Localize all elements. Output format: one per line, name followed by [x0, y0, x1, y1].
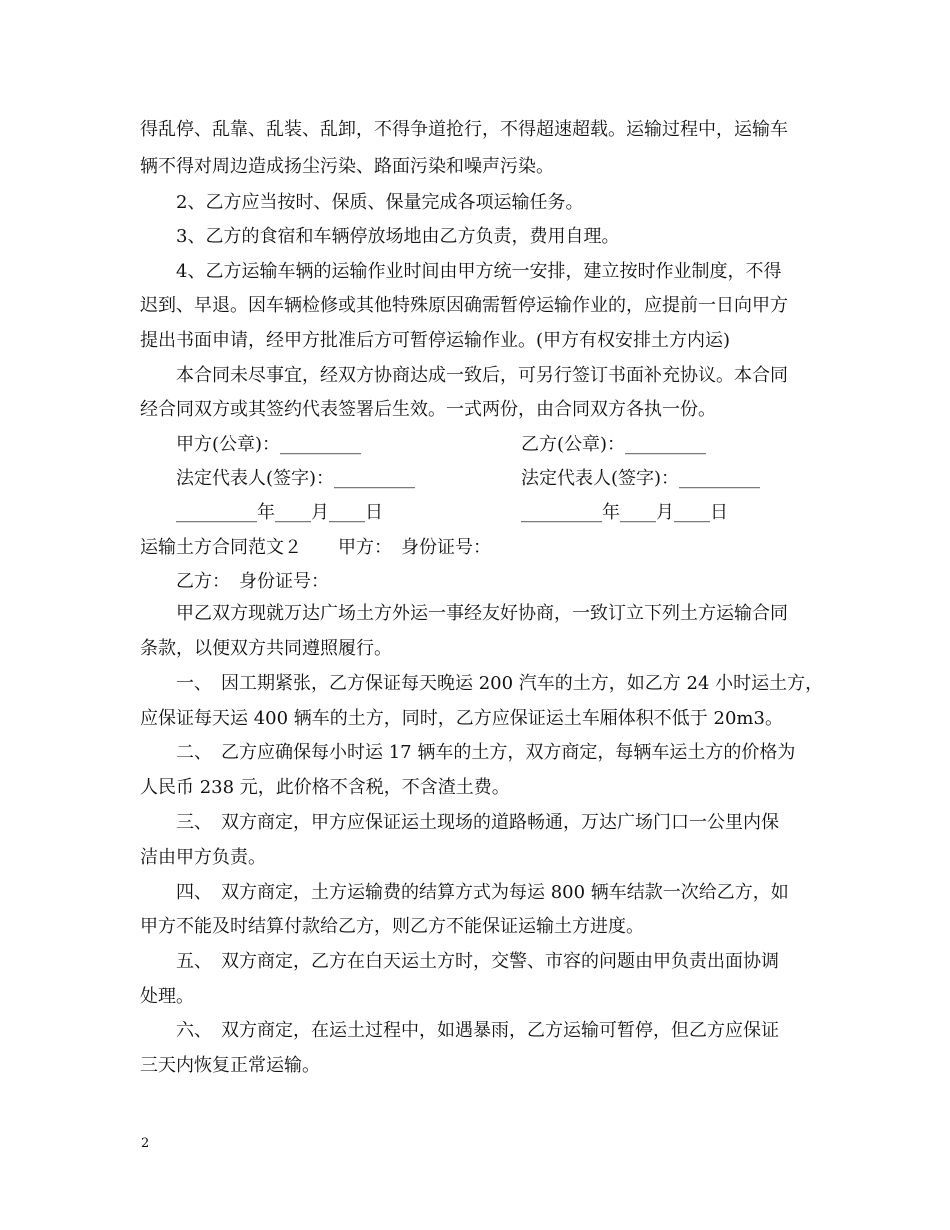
clause-line: 五、 双方商定，乙方在白天运土方时，交警、市容的问题由甲负责出面协调 — [176, 951, 779, 972]
paragraph-line: 甲乙双方现就万达广场土方外运一事经友好协商，一致订立下列土方运输合同 — [176, 603, 788, 624]
clause-line: 一、 因工期紧张，乙方保证每天晚运 200 汽车的土方，如乙方 24 小时运土方， — [176, 673, 824, 694]
paragraph-line: 3、乙方的食宿和车辆停放场地由乙方负责，费用自理。 — [176, 226, 620, 247]
paragraph-line: 4、乙方运输车辆的运输作业时间由甲方统一安排，建立按时作业制度，不得 — [176, 261, 782, 282]
clause-line: 三天内恢复正常运输。 — [140, 1055, 320, 1076]
party-a-seal: 甲方(公章)：_________ — [176, 434, 362, 455]
clause-line: 人民币 238 元，此价格不含税，不含渣土费。 — [140, 777, 510, 798]
clause-line: 四、 双方商定，土方运输费的结算方式为每运 800 辆车结款一次给乙方，如 — [176, 882, 789, 903]
page-number: 2 — [141, 1136, 150, 1151]
party-b-seal: 乙方(公章)：_________ — [521, 434, 707, 455]
paragraph-line: 辆不得对周边造成扬尘污染、路面污染和噪声污染。 — [140, 156, 554, 177]
clause-line: 六、 双方商定，在运土过程中，如遇暴雨，乙方运输可暂停，但乙方应保证 — [176, 1020, 779, 1041]
clause-line: 应保证每天运 400 辆车的土方，同时，乙方应保证运土车厢体积不低于 20m3。 — [140, 708, 783, 729]
clause-line: 洁由甲方负责。 — [140, 847, 266, 868]
party-b-representative: 法定代表人(签字)：_________ — [521, 468, 761, 489]
clause-line: 二、 乙方应确保每小时运 17 辆车的土方，双方商定，每辆车运土方的价格为 — [176, 742, 796, 763]
paragraph-line: 乙方： 身份证号： — [176, 571, 329, 592]
clause-line: 处理。 — [140, 986, 194, 1007]
paragraph-line: 2、乙方应当按时、保质、保量完成各项运输任务。 — [176, 192, 584, 213]
paragraph-line: 本合同未尽事宜，经双方协商达成一致后，可另行签订书面补充协议。本合同 — [176, 365, 788, 386]
clause-line: 三、 双方商定，甲方应保证运土现场的道路畅通，万达广场门口一公里内保 — [176, 812, 779, 833]
paragraph-line: 得乱停、乱靠、乱装、乱卸，不得争道抢行，不得超速超载。运输过程中，运输车 — [140, 119, 788, 140]
clause-line: 甲方不能及时结算付款给乙方，则乙方不能保证运输土方进度。 — [140, 916, 644, 937]
party-b-date: _________年____月____日 — [521, 502, 728, 523]
paragraph-line: 条款，以便双方共同遵照履行。 — [140, 638, 392, 659]
party-a-date: _________年____月____日 — [176, 502, 383, 523]
paragraph-line: 迟到、早退。因车辆检修或其他特殊原因确需暂停运输作业的，应提前一日向甲方 — [140, 295, 788, 316]
party-a-representative: 法定代表人(签字)：_________ — [176, 468, 416, 489]
paragraph-line: 经合同双方或其签约代表签署后生效。一式两份，由合同双方各执一份。 — [140, 399, 716, 420]
section-heading: 运输土方合同范文２ 甲方： 身份证号： — [140, 537, 491, 558]
paragraph-line: 提出书面申请，经甲方批准后方可暂停运输作业。(甲方有权安排土方内运) — [140, 330, 731, 351]
